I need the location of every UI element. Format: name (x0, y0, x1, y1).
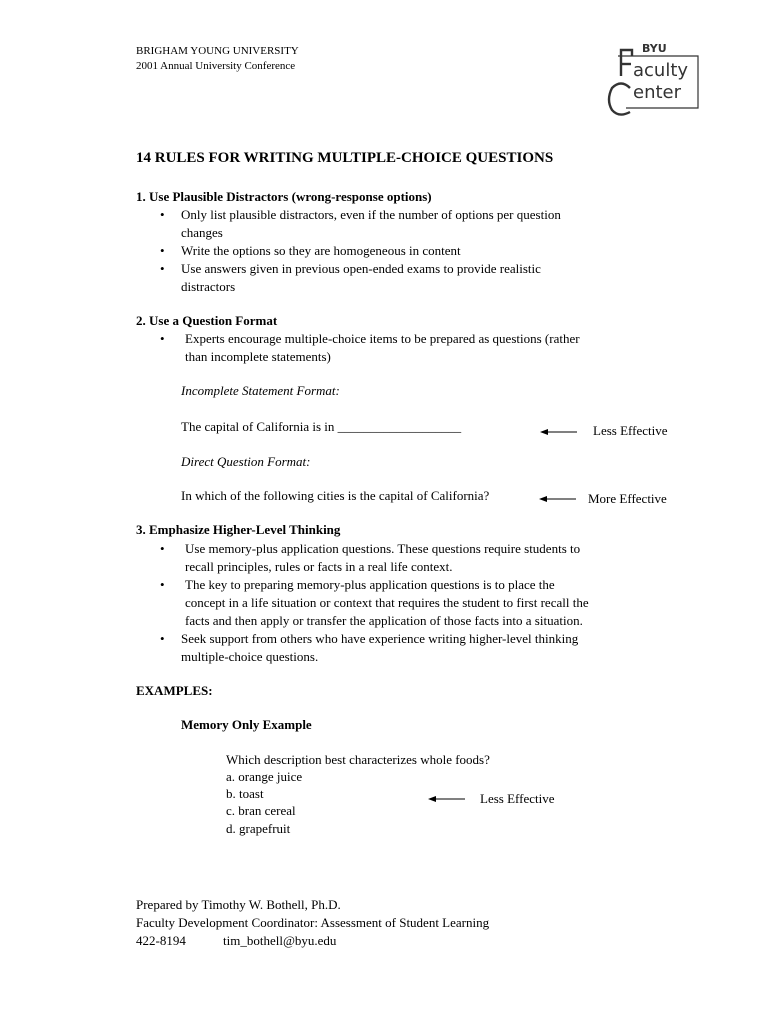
section-3-bullet-1-line-1: Use memory-plus application questions. These questions require students to (185, 541, 581, 556)
logo-byu: BYU (642, 42, 667, 55)
section-2-heading: 2. Use a Question Format (136, 313, 278, 328)
footer-phone: 422-8194 (136, 933, 186, 948)
incomplete-format-label: Incomplete Statement Format: (181, 383, 340, 398)
direct-format-note: More Effective (588, 491, 667, 506)
footer-prepared-by: Prepared by Timothy W. Bothell, Ph.D. (136, 897, 341, 912)
section-3-heading: 3. Emphasize Higher-Level Thinking (136, 522, 341, 537)
left-arrow-icon (539, 494, 577, 504)
left-arrow-icon (540, 427, 578, 437)
conference-name: 2001 Annual University Conference (136, 60, 296, 72)
section-1-bullet-1-line-1: Only list plausible distractors, even if the number of options per question (181, 207, 561, 222)
bullet-icon: • (160, 331, 165, 346)
section-3-bullet-2-line-2: concept in a life situation or context that requires the student to first recall the (185, 595, 589, 610)
incomplete-format-example: The capital of California is in ___________________ (181, 419, 462, 434)
example-option-b: b. toast (226, 786, 264, 801)
logo-line1: aculty (633, 60, 689, 81)
bullet-icon: • (160, 243, 165, 258)
direct-format-example: In which of the following cities is the capital of California? (181, 488, 490, 503)
section-1-bullet-2-line-1: Write the options so they are homogeneous in content (181, 243, 461, 258)
section-3-bullet-1-line-2: recall principles, rules or facts in a real life context. (185, 559, 453, 574)
example-option-d: d. grapefruit (226, 821, 291, 836)
faculty-center-logo (604, 42, 700, 118)
example-option-c: c. bran cereal (226, 803, 296, 818)
example-option-a: a. orange juice (226, 769, 303, 784)
memory-example-heading: Memory Only Example (181, 717, 312, 732)
section-2-bullet-1-line-2: than incomplete statements) (185, 349, 331, 364)
university-name: BRIGHAM YOUNG UNIVERSITY (136, 45, 299, 57)
footer-email: tim_bothell@byu.edu (223, 933, 337, 948)
bullet-icon: • (160, 631, 165, 646)
section-2-bullet-1-line-1: Experts encourage multiple-choice items to be prepared as questions (rather (185, 331, 580, 346)
section-3-bullet-3-line-1: Seek support from others who have experience writing higher-level thinking (181, 631, 579, 646)
examples-heading: EXAMPLES: (136, 683, 213, 698)
footer-role: Faculty Development Coordinator: Assessment of Student Learning (136, 915, 490, 930)
bullet-icon: • (160, 541, 165, 556)
section-3-bullet-2-line-3: facts and then apply or transfer the application of those facts into a situation. (185, 613, 583, 628)
section-1-bullet-1-line-2: changes (181, 225, 223, 240)
logo-line2: enter (633, 82, 682, 103)
direct-format-label: Direct Question Format: (181, 454, 311, 469)
section-3-bullet-3-line-2: multiple-choice questions. (181, 649, 319, 664)
example-question: Which description best characterizes whole foods? (226, 752, 490, 767)
section-3-bullet-2-line-1: The key to preparing memory-plus application questions is to place the (185, 577, 555, 592)
bullet-icon: • (160, 261, 165, 276)
left-arrow-icon (428, 794, 466, 804)
bullet-icon: • (160, 577, 165, 592)
example-note: Less Effective (480, 791, 555, 806)
bullet-icon: • (160, 207, 165, 222)
section-1-bullet-3-line-2: distractors (181, 279, 236, 294)
page-title: 14 RULES FOR WRITING MULTIPLE-CHOICE QUESTIONS (136, 150, 554, 166)
section-1-bullet-3-line-1: Use answers given in previous open-ended exams to provide realistic (181, 261, 541, 276)
section-1-heading: 1. Use Plausible Distractors (wrong-response options) (136, 189, 432, 204)
incomplete-format-note: Less Effective (593, 423, 668, 438)
